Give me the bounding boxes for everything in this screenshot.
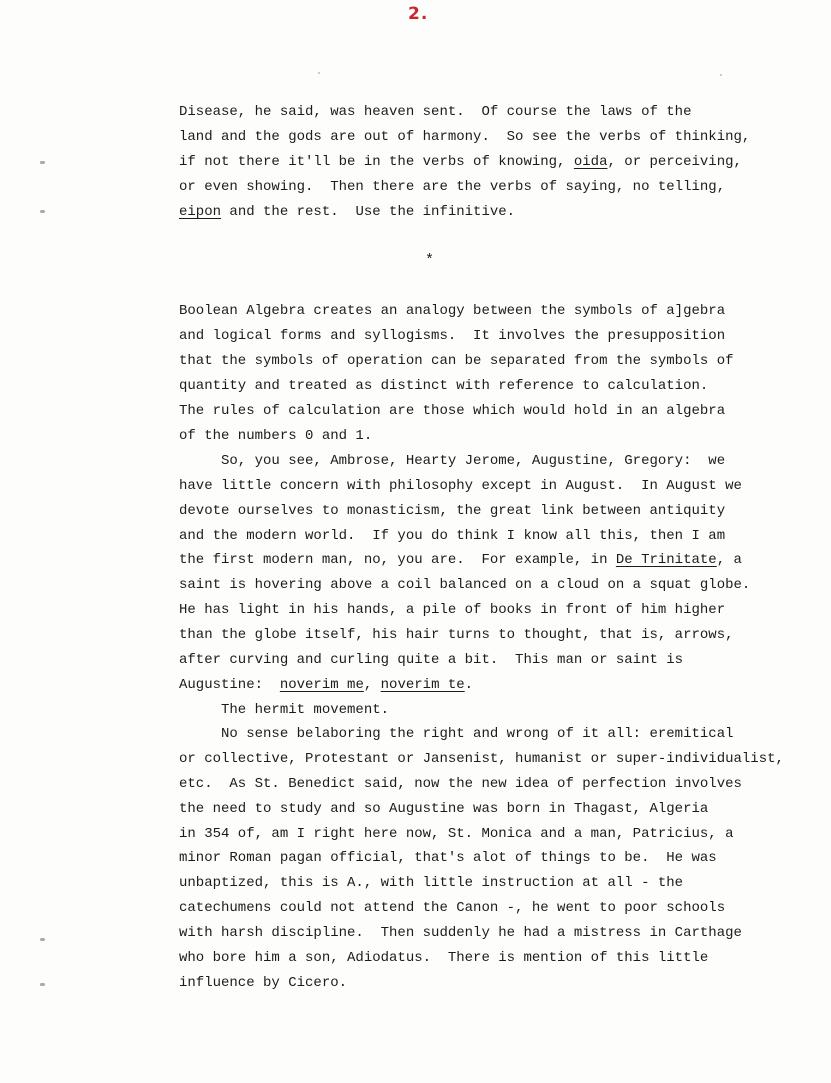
text-line: Augustine: noverim me, noverim te. — [179, 677, 474, 693]
text-line: or collective, Protestant or Jansenist, humanist or super-individualist, — [179, 751, 784, 767]
text-line: than the globe itself, his hair turns to thought, that is, arrows, — [179, 627, 734, 643]
text-line: influence by Cicero. — [179, 975, 348, 991]
text-line: quantity and treated as distinct with reference to calculation. — [179, 378, 709, 394]
underlined-latin: noverim me — [279, 677, 364, 693]
text-line: Disease, he said, was heaven sent. Of course the laws of the — [179, 104, 692, 120]
text-line: devote ourselves to monasticism, the great link between antiquity — [179, 503, 726, 519]
text-line: after curving and curling quite a bit. This man or saint is — [179, 652, 684, 668]
text-line: and the modern world. If you do think I know all this, then I am — [179, 528, 726, 544]
text-line: No sense belaboring the right and wrong of it all: eremitical — [179, 726, 734, 742]
text-line: the need to study and so Augustine was born in Thagast, Algeria — [179, 801, 709, 817]
text-line: or even showing. Then there are the verbs of saying, no telling, — [179, 179, 726, 195]
text-line: Boolean Algebra creates an analogy between the symbols of a]gebra — [179, 303, 726, 319]
text-line: the first modern man, no, you are. For example, in De Trinitate, a — [179, 552, 742, 568]
text-line: So, you see, Ambrose, Hearty Jerome, Augustine, Gregory: we — [179, 453, 726, 469]
text-line: saint is hovering above a coil balanced on a cloud on a squat globe. — [179, 577, 751, 593]
text-line: catechumens could not attend the Canon -, he went to poor schools — [179, 900, 726, 916]
section-separator: * — [425, 252, 435, 269]
text-line: minor Roman pagan official, that's alot of things to be. He was — [179, 850, 717, 866]
text-line: have little concern with philosophy except in August. In August we — [179, 478, 742, 494]
underlined-title: De Trinitate — [615, 552, 717, 568]
text-line: land and the gods are out of harmony. So see the verbs of thinking, — [179, 129, 751, 145]
text-line: eipon and the rest. Use the infinitive. — [179, 204, 516, 220]
text-line: The rules of calculation are those which would hold in an algebra — [179, 403, 726, 419]
text-line: unbaptized, this is A., with little instruction at all - the — [179, 875, 684, 891]
text-line: etc. As St. Benedict said, now the new idea of perfection involves — [179, 776, 742, 792]
text-line: He has light in his hands, a pile of books in front of him higher — [179, 602, 726, 618]
paper-speck — [720, 74, 722, 76]
text-line: that the symbols of operation can be separated from the symbols of — [179, 353, 734, 369]
text-line: and logical forms and syllogisms. It involves the presupposition — [179, 328, 726, 344]
text-line: of the numbers 0 and 1. — [179, 428, 373, 444]
text-line: if not there it'll be in the verbs of knowing, oida, or perceiving, — [179, 154, 742, 170]
text-line: who bore him a son, Adiodatus. There is mention of this little — [179, 950, 709, 966]
punch-mark — [40, 161, 45, 164]
underlined-latin: noverim te — [380, 677, 465, 693]
punch-mark — [40, 983, 45, 986]
text-line: with harsh discipline. Then suddenly he had a mistress in Carthage — [179, 925, 742, 941]
underlined-word: oida — [573, 154, 608, 170]
paper-speck — [318, 72, 320, 74]
underlined-word: eipon — [179, 204, 222, 220]
text-line: in 354 of, am I right here now, St. Monica and a man, Patricius, a — [179, 826, 734, 842]
page-number: 2. — [408, 4, 429, 24]
text-line: The hermit movement. — [179, 702, 390, 718]
punch-mark — [40, 938, 45, 941]
punch-mark — [40, 210, 45, 213]
